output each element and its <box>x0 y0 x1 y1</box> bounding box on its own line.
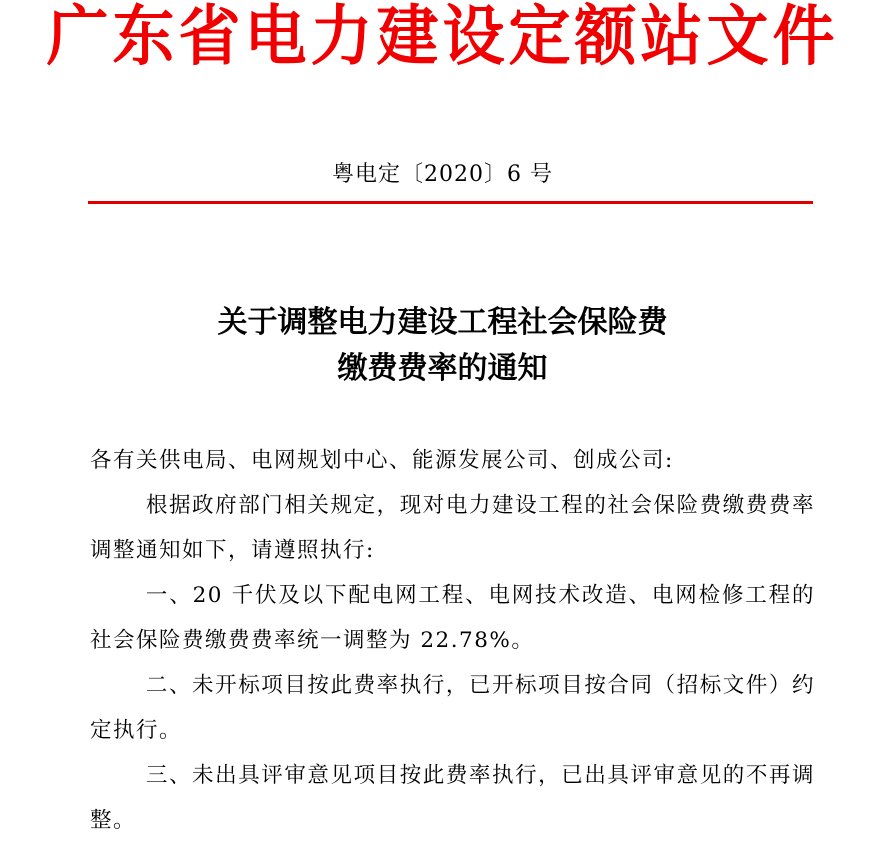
body-paragraph-item-2: 二、未开标项目按此费率执行，已开标项目按合同（招标文件）约定执行。 <box>90 673 815 743</box>
body-paragraph-item-1: 一、20 千伏及以下配电网工程、电网技术改造、电网检修工程的社会保险费缴费费率统一调整为 22.78%。 <box>90 583 815 653</box>
body-paragraph-item-3: 三、未出具评审意见项目按此费率执行，已出具评审意见的不再调整。 <box>90 763 815 833</box>
body-paragraph-intro: 根据政府部门相关规定，现对电力建设工程的社会保险费缴费费率调整通知如下，请遵照执行: <box>90 493 815 563</box>
document-title-line-2: 缴费费率的通知 <box>337 351 548 386</box>
document-title-line-1: 关于调整电力建设工程社会保险费 <box>217 305 668 340</box>
document-title <box>0 300 885 392</box>
masthead-title: 广东省电力建设定额站文件 <box>46 0 839 75</box>
document-number: 粤电定〔2020〕6 号 <box>332 162 553 187</box>
document-body <box>90 438 815 843</box>
red-divider-line <box>88 201 813 204</box>
addressee-line: 各有关供电局、电网规划中心、能源发展公司、创成公司: <box>90 448 674 473</box>
